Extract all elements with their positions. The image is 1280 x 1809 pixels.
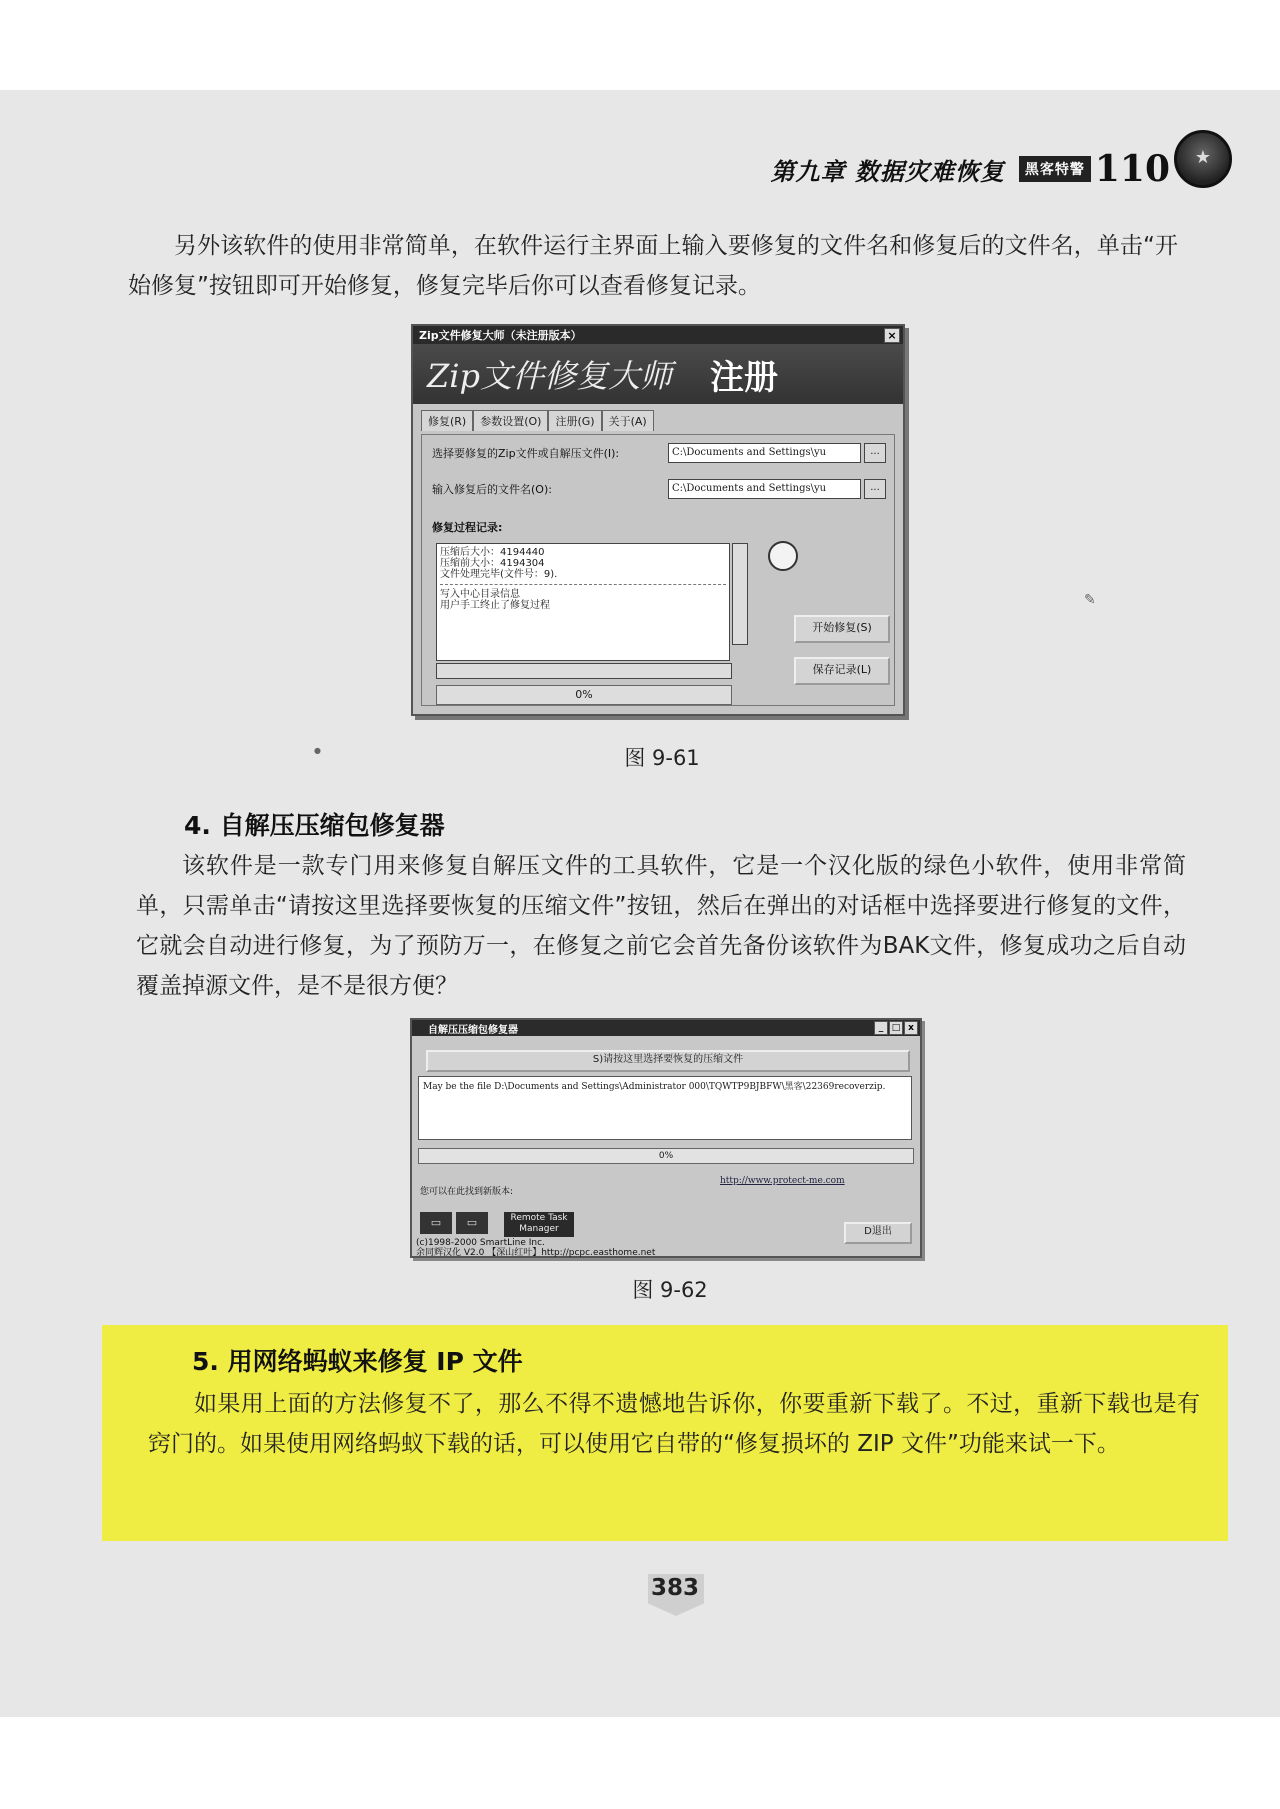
product-icon[interactable]: ▭ [420, 1212, 452, 1234]
tab-settings[interactable]: 参数设置(O) [473, 410, 548, 431]
paragraph-section4: 该软件是一款专门用来修复自解压文件的工具软件，它是一个汉化版的绿色小软件，使用非常简单，只需单击“请按这里选择要恢复的压缩文件”按钮，然后在弹出的对话框中选择要进行修复的文件，它就会自动进行修复，为了预防万一，在修复之前它会首先备份该软件为BAK文件，修复成功之后自动覆盖掉源文件，是不是很方便？ [136, 853, 1186, 999]
scan-speck: ✎ [1084, 592, 1096, 608]
series-number: 110 [1094, 148, 1170, 190]
start-repair-button[interactable]: 开始修复(S) [794, 615, 890, 643]
app-banner [413, 344, 903, 404]
log-line: 压缩后大小：4194440 [440, 547, 545, 558]
section-heading: 4. 自解压压缩包修复器 [184, 811, 445, 840]
select-archive-button[interactable]: S)请按这里选择要恢复的压缩文件 [426, 1050, 910, 1072]
product-icons [420, 1212, 488, 1234]
tab-about[interactable]: 关于(A) [602, 410, 654, 431]
output-file-label: 输入修复后的文件名(O): [432, 483, 552, 496]
remote-task-manager-banner[interactable] [504, 1212, 574, 1237]
copyright-line: (c)1998-2000 SmartLine Inc. [416, 1238, 545, 1248]
window-titlebar [412, 1020, 920, 1036]
close-icon[interactable]: × [884, 328, 900, 343]
log-vertical-scrollbar[interactable] [732, 543, 748, 645]
figure-caption: 图 9-62 [632, 1278, 708, 1302]
chapter-title: 第九章 数据灾难恢复 [770, 157, 1005, 186]
log-horizontal-scrollbar[interactable] [436, 663, 732, 679]
window-title: Zip文件修复大师（未注册版本） [419, 329, 582, 342]
paragraph-intro: 另外该软件的使用非常简单，在软件运行主界面上输入要修复的文件名和修复后的文件名，单击“开始修复”按钮即可开始修复，修复完毕后你可以查看修复记录。 [128, 233, 1178, 299]
repair-panel [421, 434, 895, 706]
output-file-field[interactable]: C:\Documents and Settings\yu [668, 479, 861, 499]
series-label: 黑客特警 [1019, 156, 1091, 182]
zip-repair-window [411, 324, 905, 716]
log-line: 写入中心目录信息 [440, 589, 520, 600]
minimize-icon[interactable]: _ [874, 1021, 888, 1035]
copyright-line: 余同辉汉化 V2.0 【深山红叶】http://pcpc.easthome.net [416, 1248, 656, 1258]
product-icon[interactable]: ▭ [456, 1212, 488, 1234]
progress-bar: 0% [418, 1148, 914, 1164]
banner-register: 注册 [709, 357, 778, 398]
section-heading: 5. 用网络蚂蚁来修复 IP 文件 [192, 1347, 523, 1376]
progress-bar: 0% [436, 685, 732, 705]
browse-output-button[interactable]: ... [864, 479, 886, 499]
running-header [770, 140, 1232, 198]
series-logo [1019, 140, 1232, 198]
homepage-link[interactable]: http://www.protect-me.com [720, 1176, 845, 1186]
tab-repair[interactable]: 修复(R) [421, 410, 473, 431]
tab-bar [421, 410, 895, 431]
police-badge-icon [1174, 130, 1232, 188]
log-line: 文件处理完毕(文件号：9). [440, 569, 558, 580]
window-controls [874, 1021, 918, 1035]
browse-input-button[interactable]: ... [864, 443, 886, 463]
banner-title: Zip文件修复大师 [427, 357, 672, 395]
log-divider [440, 584, 726, 585]
sfx-repair-window [410, 1018, 922, 1258]
stopwatch-icon [768, 541, 798, 571]
maximize-icon[interactable]: □ [889, 1021, 903, 1035]
log-area[interactable] [436, 543, 730, 661]
log-label: 修复过程记录: [432, 521, 503, 534]
select-file-label: 选择要修复的Zip文件或自解压文件(I): [432, 447, 620, 460]
rtm-line: Manager [519, 1224, 559, 1234]
log-line: 压缩前大小：4194304 [440, 558, 545, 569]
window-titlebar [413, 326, 903, 344]
window-title: 自解压压缩包修复器 [428, 1024, 518, 1036]
save-log-button[interactable]: 保存记录(L) [794, 657, 890, 685]
exit-button[interactable]: D退出 [844, 1222, 912, 1244]
update-label: 您可以在此找到新版本: [420, 1187, 514, 1197]
select-file-field[interactable]: C:\Documents and Settings\yu [668, 443, 861, 463]
paragraph-section5: 如果用上面的方法修复不了，那么不得不遗憾地告诉你，你要重新下载了。不过，重新下载也是有窍门的。如果使用网络蚂蚁下载的话，可以使用它自带的“修复损坏的 ZIP 文件”功能来试一下。 [148, 1391, 1200, 1457]
log-area[interactable]: May be the file D:\Documents and Settings\Administrator 000\TQWTP9BJBFW\黑客\22369recoverzip. [418, 1076, 912, 1140]
copyright-text [416, 1238, 655, 1258]
page-number: 383 [650, 1575, 699, 1601]
rtm-line: Remote Task [510, 1213, 568, 1223]
tab-register[interactable]: 注册(G) [548, 410, 601, 431]
close-icon[interactable]: x [904, 1021, 918, 1035]
figure-caption: 图 9-61 [624, 746, 700, 770]
log-line: 用户手工终止了修复过程 [440, 600, 550, 611]
scan-speck: ● [314, 746, 321, 755]
